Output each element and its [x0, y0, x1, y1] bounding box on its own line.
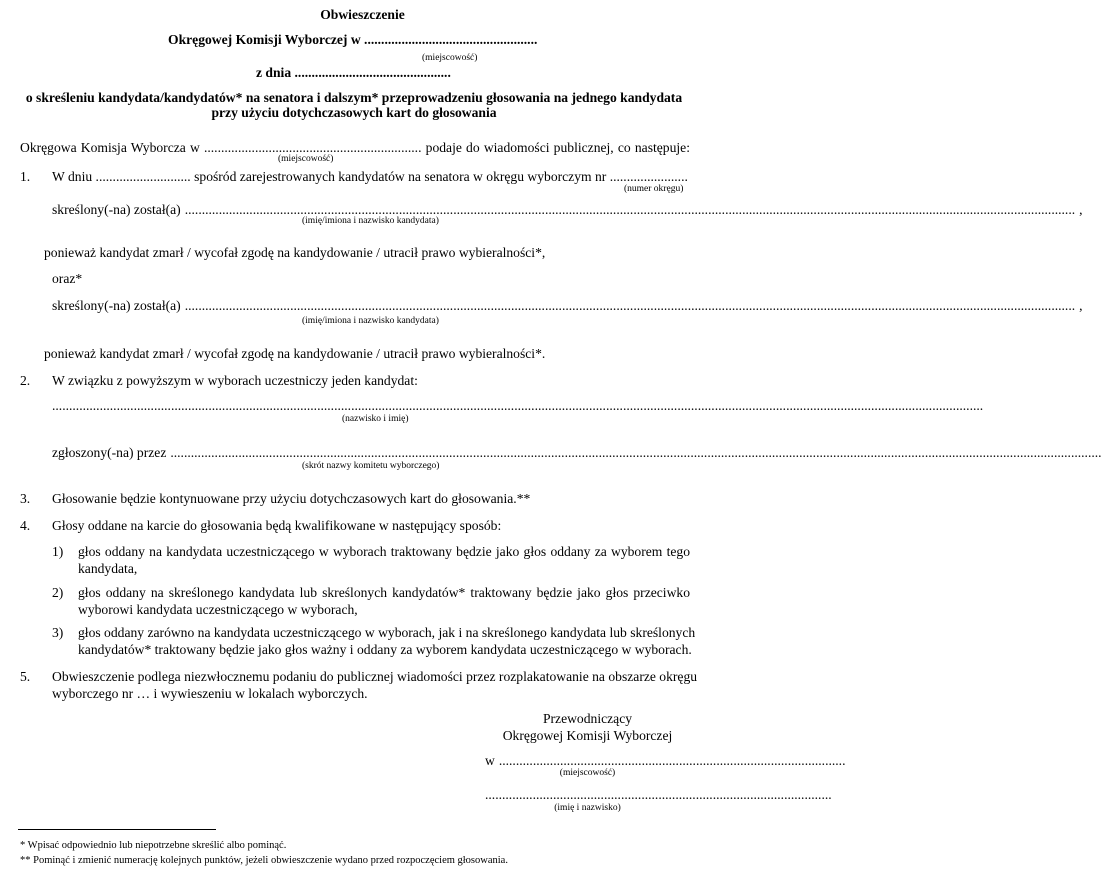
- point-4-number: 4.: [20, 518, 31, 533]
- struck-end-2: ,: [1079, 298, 1083, 313]
- subject-line-1: o skreśleniu kandydata/kandydatów* na senatora i dalszym* przeprowadzeniu głosowania na jednego kandydata: [25, 90, 683, 105]
- point-4-item-1-number: 1): [52, 544, 64, 559]
- district-number-hint: (numer okręgu): [624, 184, 684, 194]
- struck-candidate-row-2: [52, 297, 1083, 314]
- point-4-item-2-line-2: wyborowi kandydata uczestniczącego w wyborach,: [78, 602, 358, 617]
- signature-name-hint: (imię i nazwisko): [554, 803, 621, 813]
- point-4-item-2-line-1: głos oddany na skreślonego kandydata lub skreślonych kandydatów* traktowany będzie jako głos przeciwko: [78, 585, 690, 600]
- struck-label-1: skreślony(-na) został(a): [52, 202, 181, 217]
- point-3-text: Głosowanie będzie kontynuowane przy użyciu dotychczasowych kart do głosowania.**: [52, 491, 531, 506]
- committee-hint: (skrót nazwy komitetu wyborczego): [302, 461, 440, 471]
- intro-place-hint: (miejscowość): [278, 154, 334, 164]
- intro-lead: Okręgowa Komisja Wyborcza w ................................................................ podaje do wiadomości publicznej, co następuje:: [20, 140, 690, 155]
- point-4-item-1-line-2: kandydata,: [78, 561, 138, 576]
- point-4-item-3-line-1: głos oddany zarówno na kandydata uczestniczącego w wyborach, jak i na skreślonego kandydata lub skreślonych: [78, 625, 696, 640]
- point-2-number: 2.: [20, 373, 31, 388]
- subject-line-2: przy użyciu dotychczasowych kart do głosowania: [211, 105, 497, 120]
- footnote-separator: [18, 829, 216, 830]
- struck-name-hint-1: (imię/imiona i nazwisko kandydata): [302, 216, 439, 226]
- signature-name-dots: ......................................................................................................: [485, 787, 832, 802]
- commission-line: Okręgowej Komisji Wyborczej w ...................................................: [168, 32, 538, 47]
- date-line: z dnia ..............................................: [256, 65, 451, 80]
- point-4-item-3-number: 3): [52, 625, 64, 640]
- struck-dots-2: ......................................................................................................................................................................................................................................................................: [184, 298, 1076, 313]
- point-4-item-2-number: 2): [52, 585, 64, 600]
- and-marker: oraz*: [52, 271, 83, 286]
- signature-place-prefix: w: [485, 753, 495, 768]
- candidate-name-dots: ..................................................................................................................................................................................................................................................................................: [52, 398, 984, 413]
- point-5-number: 5.: [20, 669, 31, 684]
- point-1-line: W dniu ............................ spośród zarejestrowanych kandydatów na senatora w okręgu wyborczym nr .......................: [52, 169, 688, 184]
- struck-reason-1: ponieważ kandydat zmarł / wycofał zgodę na kandydowanie / utracił prawo wybieralności*,: [44, 245, 546, 260]
- point-3-number: 3.: [20, 491, 31, 506]
- point-4-item-1-line-1: głos oddany na kandydata uczestniczącego w wyborach traktowany będzie jako głos oddany za wyborem tego: [78, 544, 690, 559]
- point-5-line-1: Obwieszczenie podlega niezwłocznemu podaniu do publicznej wiadomości przez rozplakatowanie na obszarze okręgu: [52, 669, 698, 684]
- signature-place-hint: (miejscowość): [559, 768, 616, 778]
- commission-place-hint: (miejscowość): [422, 53, 478, 63]
- signature-body: Okręgowej Komisji Wyborczej: [502, 728, 673, 743]
- signature-place-row: [485, 752, 846, 769]
- point-5-line-2: wyborczego nr … i wywieszeniu w lokalach wyborczych.: [52, 686, 368, 701]
- struck-label-2: skreślony(-na) został(a): [52, 298, 181, 313]
- point-2-line: W związku z powyższym w wyborach uczestniczy jeden kandydat:: [52, 373, 418, 388]
- point-1-number: 1.: [20, 169, 31, 184]
- reported-by-label: zgłoszony(-na) przez: [52, 445, 167, 460]
- struck-end-1: ,: [1079, 202, 1083, 217]
- point-4-item-3-line-2: kandydatów* traktowany będzie jako głos ważny i oddany za wyborem kandydata uczestniczącego w wyborach.: [78, 642, 692, 657]
- reported-by-row: [52, 444, 1102, 461]
- signature-role: Przewodniczący: [542, 711, 633, 726]
- reported-by-dots: ..................................................................................................................................................................................................................................................................................: [170, 445, 1102, 460]
- footnote-1: * Wpisać odpowiednio lub niepotrzebne skreślić albo pominąć.: [20, 840, 287, 851]
- struck-name-hint-2: (imię/imiona i nazwisko kandydata): [302, 316, 439, 326]
- candidate-name-hint: (nazwisko i imię): [342, 414, 409, 424]
- signature-place-dots: ......................................................................................................: [498, 753, 846, 768]
- struck-dots-1: ......................................................................................................................................................................................................................................................................: [184, 202, 1076, 217]
- point-4-text: Głosy oddane na karcie do głosowania będą kwalifikowane w następujący sposób:: [52, 518, 502, 533]
- struck-reason-2: ponieważ kandydat zmarł / wycofał zgodę na kandydowanie / utracił prawo wybieralności*.: [44, 346, 546, 361]
- document-title: Obwieszczenie: [320, 7, 405, 22]
- footnote-2: ** Pominąć i zmienić numerację kolejnych punktów, jeżeli obwieszczenie wydano przed rozpoczęciem głosowania.: [20, 855, 508, 866]
